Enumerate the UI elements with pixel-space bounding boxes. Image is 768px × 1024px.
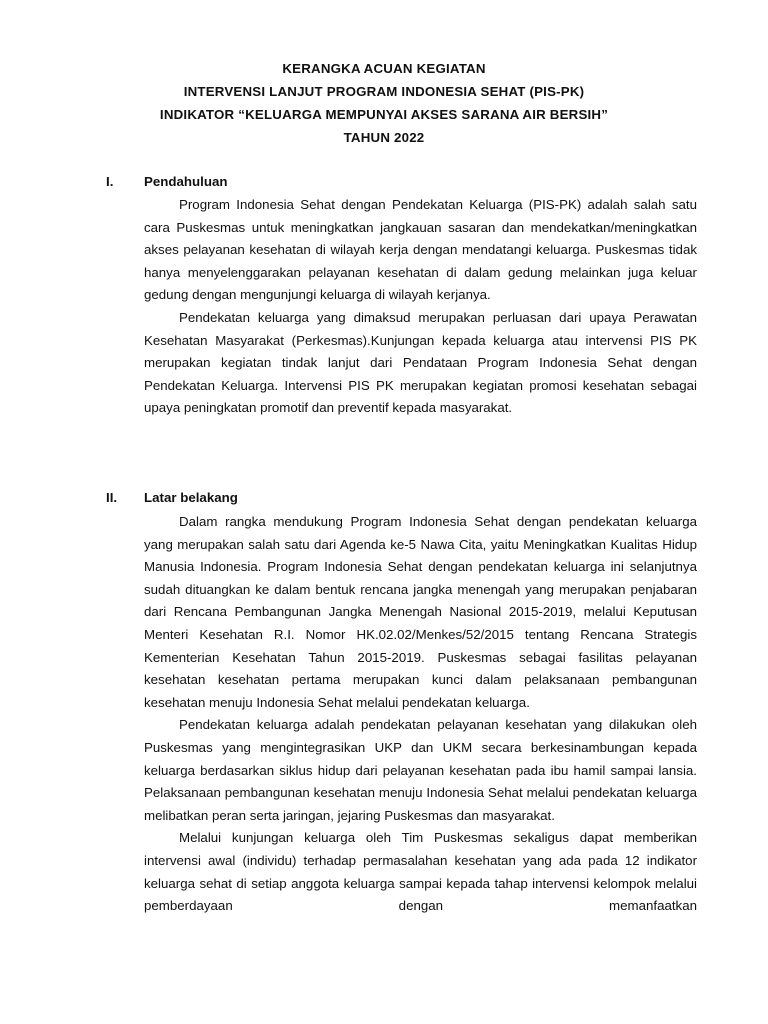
paragraph: Dalam rangka mendukung Program Indonesia Sehat dengan pendekatan keluarga yang merupakan salah satu dari Agenda ke-5 Nawa Cita, yaitu Meningkatkan Kualitas Hidup Manusia Indonesia. Program Indonesia Sehat dengan pendekatan keluarga ini selanjutnya sudah dituangkan ke dalam bentuk rencana jangka menengah yang merupakan penjabaran dari Rencana Pembangunan Jangka Menengah Nasional 2015-2019, melalui Keputusan Menteri Kesehatan R.I. Nomor HK.02.02/Menkes/52/2015 tentang Rencana Strategis Kementerian Kesehatan Tahun 2015-2019. Puskesmas sebagai fasilitas pelayanan kesehatan kesehatan pertama merupakan kunci dalam pelaksanaan pembangunan kesehatan menuju Indonesia Sehat melalui pendekatan keluarga. — [144, 514, 697, 710]
paragraph: Pendekatan keluarga adalah pendekatan pelayanan kesehatan yang dilakukan oleh Puskesmas yang mengintegrasikan UKP dan UKM secara berkesinambungan kepada keluarga berdasarkan siklus hidup dari pelayanan kesehatan pada ibu hamil sampai lansia. Pelaksanaan pembangunan kesehatan menuju Indonesia Sehat melalui pendekatan keluarga melibatkan peran serta jaringan, jejaring Puskesmas dan masyarakat. — [144, 717, 697, 823]
title-line-4: TAHUN 2022 — [343, 130, 425, 145]
title-line-3: INDIKATOR “KELUARGA MEMPUNYAI AKSES SARANA AIR BERSIH” — [159, 107, 609, 122]
title-line-1: KERANGKA ACUAN KEGIATAN — [282, 61, 486, 76]
paragraph: Melalui kunjungan keluarga oleh Tim Puskesmas sekaligus dapat memberikan intervensi awal (individu) terhadap permasalahan kesehatan yang ada pada 12 indikator keluarga sehat di setiap anggota keluarga sampai kepada tahap intervensi kelompok melalui pemberdayaan dengan memanfaatkan — [144, 830, 697, 914]
section-number: II. — [106, 490, 118, 505]
paragraph: Pendekatan keluarga yang dimaksud merupakan perluasan dari upaya Perawatan Kesehatan Masyarakat (Perkesmas).Kunjungan kepada keluarga atau intervensi PIS PK merupakan kegiatan tindak lanjut dari Pendataan Program Indonesia Sehat dengan Pendekatan Keluarga. Intervensi PIS PK merupakan kegiatan promosi kesehatan sebagai upaya peningkatan promotif dan preventif kepada masyarakat. — [144, 309, 697, 416]
title-line-2: INTERVENSI LANJUT PROGRAM INDONESIA SEHAT (PIS-PK) — [183, 84, 585, 99]
section-title: Latar belakang — [144, 490, 238, 505]
document-title — [0, 57, 768, 149]
section-body — [144, 511, 697, 918]
section-number: I. — [106, 174, 114, 189]
section-title: Pendahuluan — [144, 174, 228, 189]
section-body — [144, 194, 697, 420]
paragraph: Program Indonesia Sehat dengan Pendekatan Keluarga (PIS-PK) adalah salah satu cara Puskesmas untuk meningkatkan jangkauan sasaran dan mendekatkan/meningkatkan akses pelayanan kesehatan di wilayah kerja dengan mendatangi keluarga. Puskesmas tidak hanya menyelenggarakan pelayanan kesehatan di dalam gedung melainkan juga keluar gedung dengan mengunjungi keluarga di wilayah kerjanya. — [144, 197, 697, 303]
